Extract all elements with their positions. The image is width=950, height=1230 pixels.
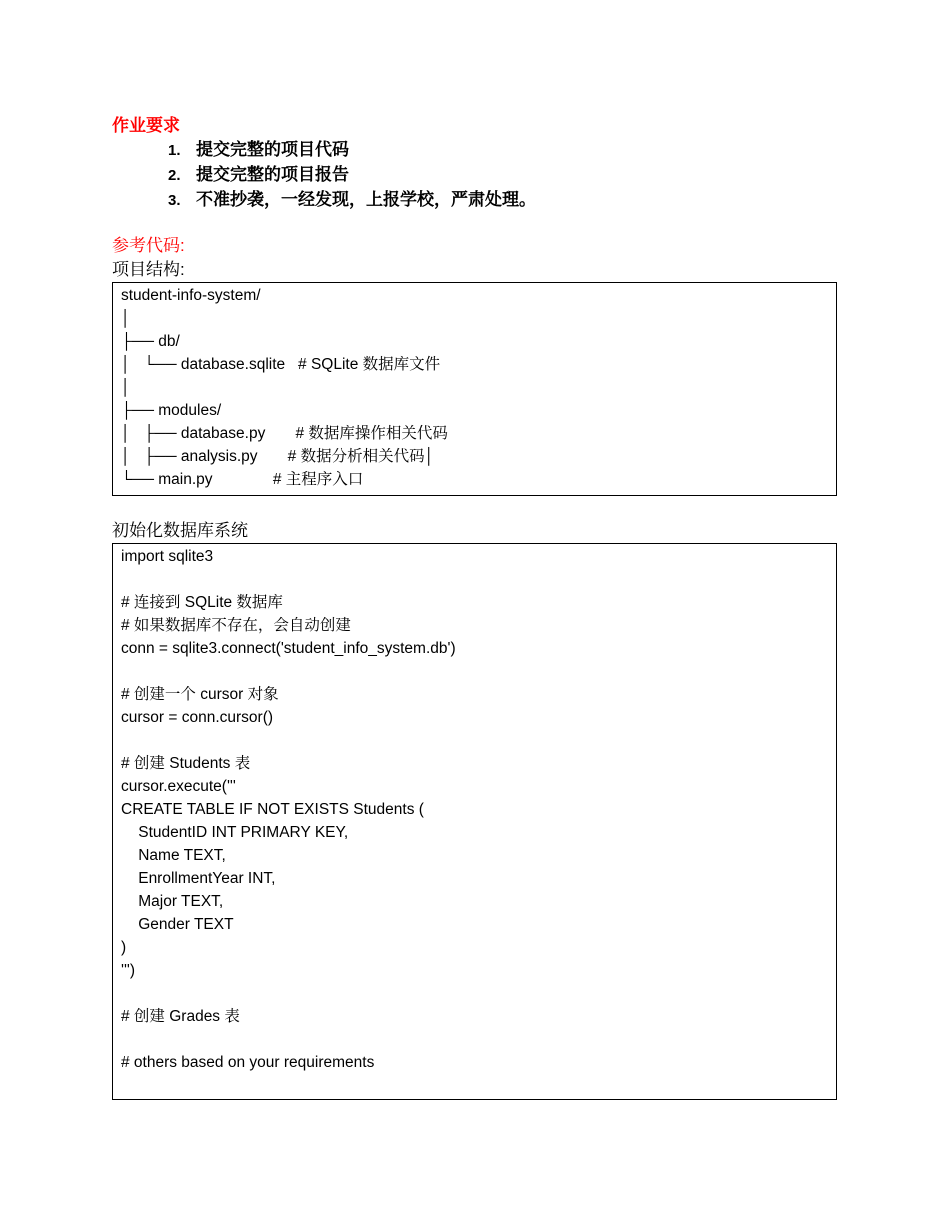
code-line: cursor.execute(''' bbox=[121, 778, 236, 795]
code-line bbox=[121, 982, 828, 1005]
init-label: 初始化数据库系统 bbox=[112, 521, 248, 540]
code-line: # 连接到 SQLite 数据库 bbox=[121, 594, 283, 611]
code-line bbox=[121, 729, 828, 752]
code-line: # others based on your requirements bbox=[121, 1054, 375, 1071]
code-line: EnrollmentYear INT, bbox=[121, 870, 276, 887]
code-line: ) bbox=[121, 939, 127, 956]
code-line: # 创建 Grades 表 bbox=[121, 1008, 240, 1025]
code-line: # 如果数据库不存在，会自动创建 bbox=[121, 617, 351, 634]
reference-title: 参考代码: bbox=[112, 236, 185, 255]
requirements-list bbox=[168, 139, 536, 214]
code-line: # 创建一个 cursor 对象 bbox=[121, 686, 279, 703]
structure-box bbox=[112, 282, 837, 496]
structure-line: │ bbox=[121, 310, 131, 327]
code-line: Major TEXT, bbox=[121, 893, 224, 910]
structure-label: 项目结构: bbox=[112, 260, 185, 279]
requirement-number: 3. bbox=[168, 192, 181, 209]
requirement-text: 不准抄袭，一经发现，上报学校，严肃处理。 bbox=[196, 190, 536, 209]
code-line: ''') bbox=[121, 962, 136, 979]
requirement-item bbox=[168, 164, 536, 189]
requirement-item bbox=[168, 139, 536, 164]
requirement-number: 1. bbox=[168, 142, 181, 159]
code-line: CREATE TABLE IF NOT EXISTS Students ( bbox=[121, 801, 424, 818]
code-line bbox=[121, 1028, 828, 1051]
structure-line: │ └── database.sqlite # SQLite 数据库文件 bbox=[121, 356, 441, 373]
code-line bbox=[121, 660, 828, 683]
structure-line: ├── db/ bbox=[121, 333, 180, 350]
structure-line: ├── modules/ bbox=[121, 402, 222, 419]
code-line: # 创建 Students 表 bbox=[121, 755, 251, 772]
code-box bbox=[112, 543, 837, 1100]
requirement-text: 提交完整的项目报告 bbox=[196, 165, 349, 184]
assignment-title: 作业要求 bbox=[112, 116, 180, 135]
code-line: StudentID INT PRIMARY KEY, bbox=[121, 824, 349, 841]
structure-line: student-info-system/ bbox=[121, 287, 261, 304]
requirement-item bbox=[168, 189, 536, 214]
code-line: Name TEXT, bbox=[121, 847, 226, 864]
structure-line: │ ├── database.py # 数据库操作相关代码 bbox=[121, 425, 448, 442]
code-line bbox=[121, 568, 828, 591]
requirement-text: 提交完整的项目代码 bbox=[196, 140, 349, 159]
structure-line: │ ├── analysis.py # 数据分析相关代码│ bbox=[121, 448, 435, 465]
structure-line: │ bbox=[121, 379, 131, 396]
code-line: conn = sqlite3.connect('student_info_system.db') bbox=[121, 640, 456, 657]
requirement-number: 2. bbox=[168, 167, 181, 184]
structure-line: └── main.py # 主程序入口 bbox=[121, 471, 364, 488]
code-line: import sqlite3 bbox=[121, 548, 214, 565]
code-line: Gender TEXT bbox=[121, 916, 234, 933]
code-line: cursor = conn.cursor() bbox=[121, 709, 274, 726]
